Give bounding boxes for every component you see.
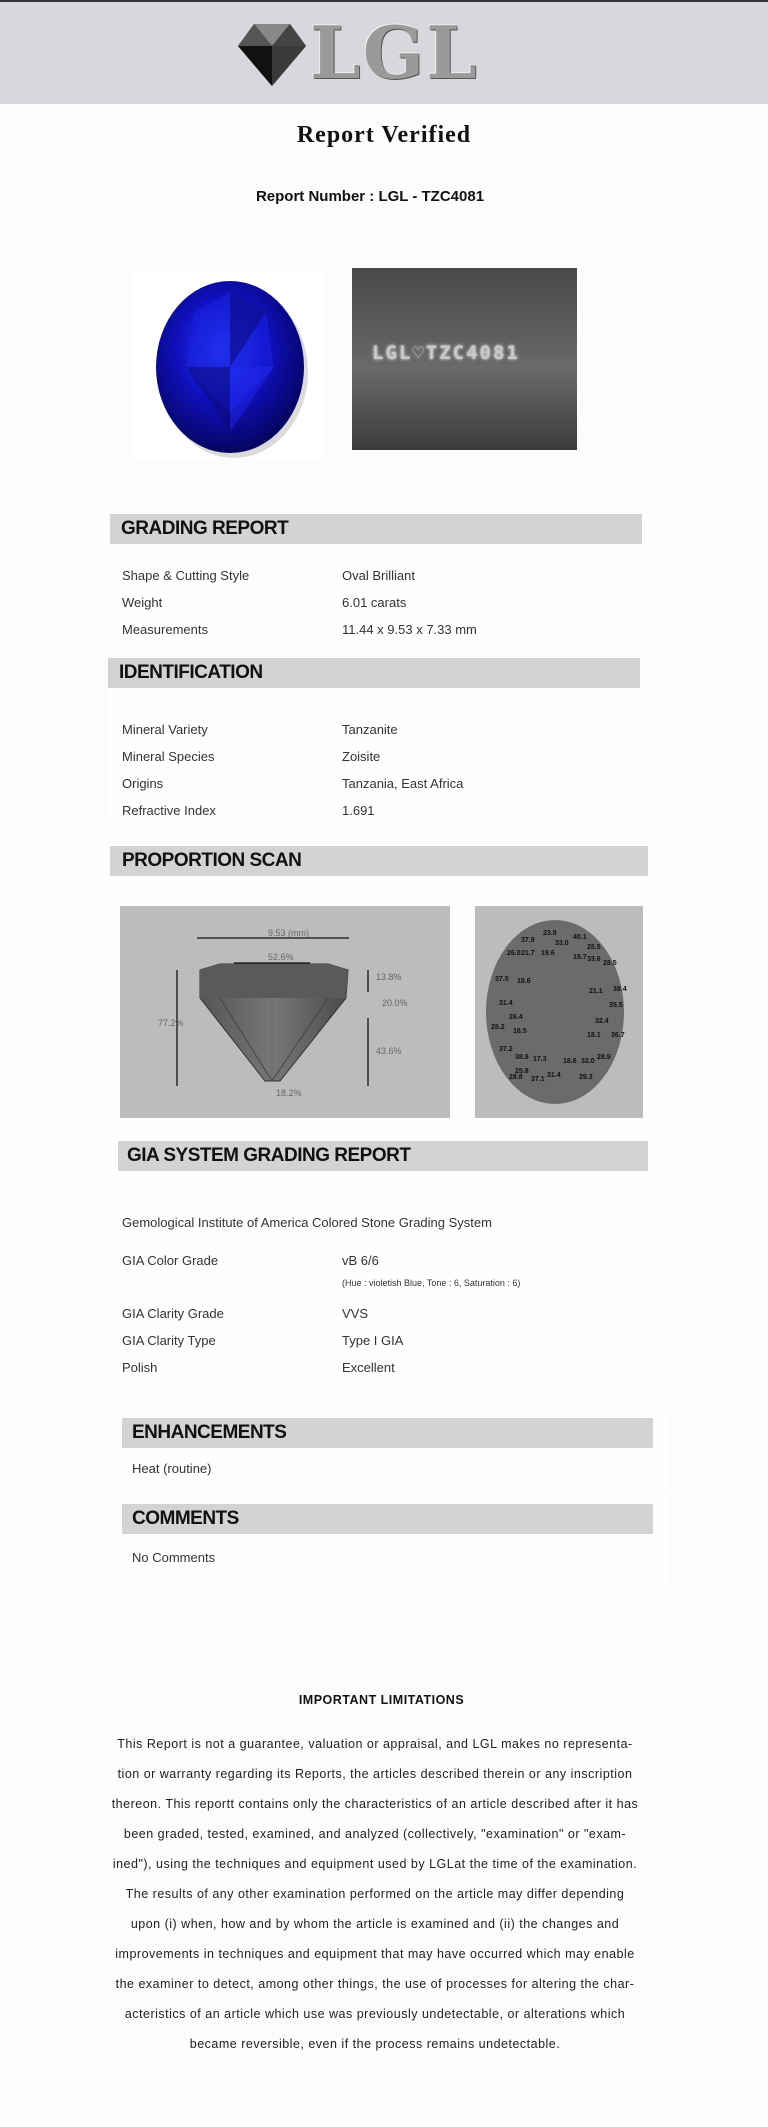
row-value: Zoisite bbox=[342, 749, 381, 764]
limitations-line: been graded, tested, examined, and analyzed (collectively, "examination" or "exam- bbox=[123, 1827, 627, 1841]
top-value: 21.1 bbox=[589, 988, 603, 995]
top-value: 38.9 bbox=[515, 1054, 529, 1061]
top-value: 18.1 bbox=[587, 1032, 601, 1039]
row-label: Mineral Variety bbox=[122, 722, 208, 737]
row-value: 6.01 carats bbox=[342, 595, 407, 610]
row-label: Measurements bbox=[122, 622, 208, 637]
enhancements-text: Heat (routine) bbox=[132, 1461, 212, 1476]
culet-label: 18.2% bbox=[276, 1088, 302, 1098]
gia-grading-title: GIA SYSTEM GRADING REPORT bbox=[127, 1145, 411, 1166]
enhancements-title: ENHANCEMENTS bbox=[132, 1422, 287, 1443]
limitations-line: thereon. This reportt contains only the characteristics of an article described after it has bbox=[111, 1797, 639, 1811]
top-value: 23.8 bbox=[543, 930, 557, 937]
identification-title: IDENTIFICATION bbox=[119, 662, 263, 683]
width-label: 9.53 (mm) bbox=[268, 928, 310, 938]
row-value: 11.44 x 9.53 x 7.33 mm bbox=[342, 622, 477, 637]
gemstone-photo bbox=[134, 272, 324, 458]
top-value: 28.5 bbox=[587, 944, 601, 951]
row-value: VVS bbox=[342, 1306, 369, 1321]
crown-label: 13.8% bbox=[376, 972, 402, 982]
top-value: 21.7 bbox=[521, 950, 535, 957]
limitations-line: the examiner to detect, among other things, the use of processes for altering the char- bbox=[115, 1977, 635, 1991]
row-label: GIA Clarity Type bbox=[122, 1333, 216, 1348]
top-value: 37.2 bbox=[499, 1046, 513, 1053]
top-value: 32.4 bbox=[595, 1018, 609, 1025]
inscription-photo bbox=[352, 268, 577, 450]
top-value: 38.4 bbox=[613, 986, 627, 993]
top-value: 28.9 bbox=[597, 1054, 611, 1061]
limitations-heading: IMPORTANT LIMITATIONS bbox=[298, 1693, 465, 1707]
pavilion-label: 43.6% bbox=[376, 1046, 402, 1056]
top-value: 31.4 bbox=[499, 1000, 513, 1007]
row-value: Excellent bbox=[342, 1360, 395, 1375]
proportion-scan-title: PROPORTION SCAN bbox=[122, 850, 302, 871]
limitations-line: tion or warranty regarding its Reports, the articles described therein or any inscription bbox=[117, 1767, 633, 1781]
top-value: 25.8 bbox=[515, 1068, 529, 1075]
row-value: vB 6/6 bbox=[342, 1253, 379, 1268]
depth-label: 77.2% bbox=[158, 1018, 184, 1028]
row-value: Tanzanite bbox=[342, 722, 398, 737]
row-label: GIA Clarity Grade bbox=[122, 1306, 224, 1321]
proportion-top-view bbox=[475, 906, 643, 1118]
gia-grading-heading bbox=[118, 1141, 648, 1171]
top-value: 26.4 bbox=[509, 1014, 523, 1021]
table-label: 52.6% bbox=[268, 952, 294, 962]
limitations-line: became reversible, even if the process remains undetectable. bbox=[189, 2037, 561, 2051]
lgl-logo[interactable] bbox=[232, 10, 492, 95]
header-banner bbox=[0, 2, 768, 104]
top-value: 32.0 bbox=[581, 1058, 595, 1065]
enhancements-heading bbox=[122, 1418, 653, 1448]
top-value: 18.6 bbox=[517, 978, 531, 985]
girdle-label: 20.0% bbox=[382, 998, 408, 1008]
row-label: Refractive Index bbox=[122, 803, 216, 818]
diamond-icon bbox=[232, 16, 312, 92]
row-label: Origins bbox=[122, 776, 164, 791]
top-value: 31.4 bbox=[547, 1072, 561, 1079]
row-label: Polish bbox=[122, 1360, 158, 1375]
row-label: Mineral Species bbox=[122, 749, 215, 764]
row-value: Type I GIA bbox=[342, 1333, 404, 1348]
limitations-line: ined"), using the techniques and equipment used by LGLat the time of the examination. bbox=[112, 1857, 638, 1871]
comments-heading bbox=[122, 1504, 653, 1534]
grading-report-heading bbox=[110, 514, 642, 544]
limitations-line: This Report is not a guarantee, valuation or appraisal, and LGL makes no representa- bbox=[117, 1737, 633, 1751]
proportion-scan-heading bbox=[110, 846, 648, 876]
proportion-profile-diagram bbox=[120, 906, 450, 1118]
identification-heading bbox=[108, 658, 640, 688]
row-value: Oval Brilliant bbox=[342, 568, 415, 583]
grading-report-title: GRADING REPORT bbox=[121, 518, 289, 539]
gia-intro: Gemological Institute of America Colored Stone Grading System bbox=[122, 1215, 492, 1230]
top-value: 18.5 bbox=[513, 1028, 527, 1035]
report-number: Report Number : LGL - TZC4081 bbox=[255, 188, 485, 205]
limitations-line: improvements in techniques and equipment that may have occurred which may enable bbox=[115, 1947, 635, 1961]
page-title: Report Verified bbox=[296, 122, 472, 148]
color-grade-note: (Hue : violetish Blue, Tone : 6, Saturation : 6) bbox=[342, 1278, 521, 1288]
top-value: 29.3 bbox=[579, 1074, 593, 1081]
limitations-line: acteristics of an article which use was previously undetectable, or alterations which bbox=[124, 2007, 626, 2021]
top-value: 33.6 bbox=[587, 956, 601, 963]
row-label: Weight bbox=[122, 595, 163, 610]
top-value: 35.5 bbox=[609, 1002, 623, 1009]
top-value: 17.3 bbox=[533, 1056, 547, 1063]
top-value: 36.7 bbox=[611, 1032, 625, 1039]
top-value: 40.1 bbox=[573, 934, 587, 941]
comments-text: No Comments bbox=[132, 1550, 216, 1565]
logo-text: LGL bbox=[310, 10, 479, 95]
laser-inscription: LGL♡TZC4081 bbox=[372, 342, 520, 364]
top-value: 28.8 bbox=[509, 1074, 523, 1081]
top-value: 37.5 bbox=[495, 976, 509, 983]
top-value: 18.6 bbox=[563, 1058, 577, 1065]
row-label: Shape & Cutting Style bbox=[122, 568, 250, 583]
top-value: 19.6 bbox=[541, 950, 555, 957]
limitations-line: upon (i) when, how and by whom the article is examined and (ii) the changes and bbox=[130, 1917, 620, 1931]
top-value: 26.0 bbox=[507, 950, 521, 957]
row-value: Tanzania, East Africa bbox=[342, 776, 464, 791]
top-value: 37.9 bbox=[521, 937, 535, 944]
top-value: 28.2 bbox=[491, 1024, 505, 1031]
comments-title: COMMENTS bbox=[132, 1508, 239, 1529]
top-value: 33.0 bbox=[555, 940, 569, 947]
top-value: 37.1 bbox=[531, 1076, 545, 1083]
row-value: 1.691 bbox=[342, 803, 375, 818]
row-label: GIA Color Grade bbox=[122, 1253, 219, 1268]
top-value: 19.7 bbox=[573, 954, 587, 961]
top-value: 28.5 bbox=[603, 960, 617, 967]
limitations-line: The results of any other examination performed on the article may differ depending bbox=[125, 1887, 625, 1901]
